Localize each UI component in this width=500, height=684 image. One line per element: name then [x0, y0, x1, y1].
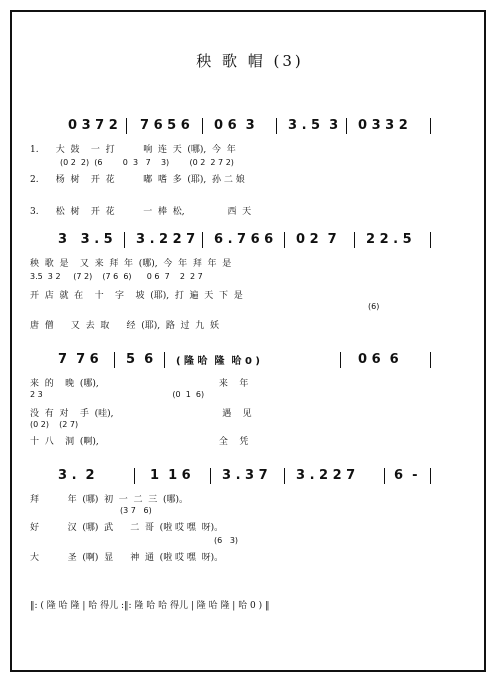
- measure: 0 6 3: [214, 118, 255, 133]
- page-title: 秧 歌 帽 (3): [196, 52, 304, 70]
- stave-line-3: [58, 352, 428, 370]
- barline: [340, 352, 341, 368]
- measure: 3 3 . 5: [58, 232, 113, 247]
- measure: 3 . 5 3: [288, 118, 339, 133]
- measure: 2 2 . 5: [366, 232, 412, 247]
- lyric-verse-2: 开 店 就 在 十 字 坡 (耶), 打 遍 天 下 是: [30, 291, 243, 301]
- measure: 7 7 6: [58, 352, 99, 367]
- alt-notes: (0 2) (2 7): [30, 420, 79, 429]
- alt-notes: 2 3 (0 1 6): [30, 390, 205, 399]
- measure: 5 6: [126, 352, 154, 367]
- barline: [284, 468, 285, 484]
- lyric-verse-1: 来 的 晚 (哪), 来 年: [30, 379, 249, 389]
- barline: [430, 232, 431, 248]
- barline: [124, 232, 125, 248]
- repeat-section: ‖: ( 隆 哈 隆 | 哈 得儿 :‖: 隆 哈 哈 得儿 | 隆 哈 隆 | 哈 0 ) ‖: [30, 601, 270, 611]
- alt-notes: (3 7 6): [120, 506, 152, 515]
- barline: [384, 468, 385, 484]
- measure: 3 . 3 7: [222, 468, 268, 483]
- lyric-verse-2: 2. 杨 树 开 花 嘟 嗜 多 (耶), 孙 二 娘: [30, 175, 245, 185]
- lyric-verse-3: 大 圣 (啊) 显 神 通 (啦 哎 嘿 呀)。: [30, 553, 224, 563]
- barline: [346, 118, 347, 134]
- stave-line-1: [68, 118, 438, 136]
- barline: [134, 468, 135, 484]
- barline: [276, 118, 277, 134]
- measure: 6 . 7 6 6: [214, 232, 274, 247]
- lyric-verse-1: 1. 大 鼓 一 打 响 连 天 (哪), 今 年: [30, 145, 236, 155]
- lyric-verse-2: 好 汉 (哪) 武 二 哥 (啦 哎 嘿 呀)。: [30, 523, 224, 533]
- barline: [430, 468, 431, 484]
- barline: [430, 352, 431, 368]
- measure: 6 -: [394, 468, 418, 483]
- barline: [164, 352, 165, 368]
- barline: [202, 118, 203, 134]
- lyric-verse-1: 拜 年 (哪) 初 一 二 三 (哪)。: [30, 495, 188, 505]
- alt-notes: (6 3): [214, 536, 239, 545]
- measure: 0 3 7 2: [68, 118, 118, 133]
- page-border: [10, 10, 486, 672]
- alt-notes: (0 2 2) (6 0 3 7 3) (0 2 2 7 2): [60, 158, 234, 167]
- barline: [210, 468, 211, 484]
- alt-notes: (6): [368, 302, 380, 311]
- lyric-verse-2: 没 有 对 手 (哇), 遇 见: [30, 409, 252, 419]
- measure: 1 1 6: [150, 468, 191, 483]
- lyric-verse-3: 3. 松 树 开 花 一 棒 松, 西 天: [30, 207, 252, 217]
- barline: [202, 232, 203, 248]
- barline: [126, 118, 127, 134]
- lyric-verse-1: 秧 歌 是 又 来 拜 年 (哪), 今 年 拜 年 是: [30, 259, 232, 269]
- barline: [114, 352, 115, 368]
- barline: [284, 232, 285, 248]
- barline: [354, 232, 355, 248]
- measure: 0 6 6: [358, 352, 399, 367]
- measure: 3 . 2 2 7: [136, 232, 196, 247]
- measure: 7 6 5 6: [140, 118, 190, 133]
- measure: 0 2 7: [296, 232, 337, 247]
- barline: [430, 118, 431, 134]
- measure: 3 . 2: [58, 468, 95, 483]
- measure: 3 . 2 2 7: [296, 468, 356, 483]
- stave-line-4: [58, 468, 428, 486]
- measure: ( 隆 哈 隆 哈 0 ): [176, 356, 260, 367]
- lyric-verse-3: 唐 僧 又 去 取 经 (耶), 路 过 九 妖: [30, 321, 219, 331]
- alt-notes: 3.5 3 2 (7 2) (7 6 6) 0 6 7 2 2 7: [30, 272, 203, 281]
- lyric-verse-3: 十 八 洞 (啊), 全 凭: [30, 437, 249, 447]
- measure: 0 3 3 2: [358, 118, 408, 133]
- stave-line-2: [58, 232, 428, 250]
